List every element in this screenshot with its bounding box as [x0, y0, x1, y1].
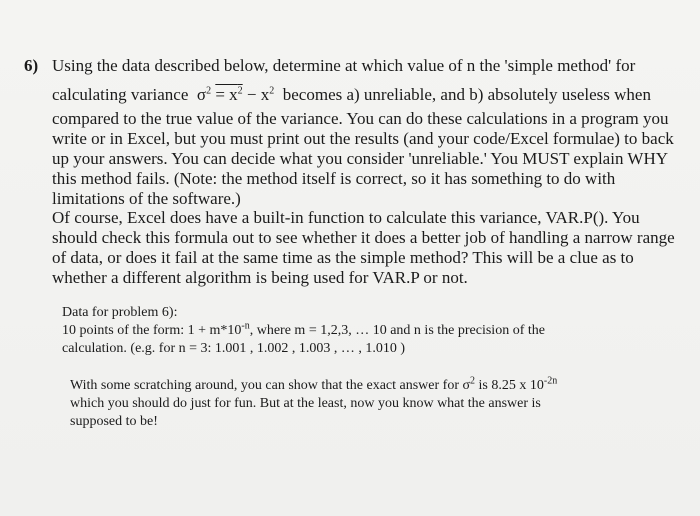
formula-prefix: calculating variance	[52, 85, 189, 104]
problem-line-5: up your answers. You can decide what you consider 'unreliable.' You MUST explain WHY	[52, 149, 668, 168]
data-line-1-a: 10 points of the form: 1 + m*10	[62, 323, 242, 338]
problem-line-8: Of course, Excel does have a built-in function to calculate this variance, VAR.P(). You	[52, 208, 640, 227]
data-line-2: calculation. (e.g. for n = 3: 1.001 , 1.002 , 1.003 , … , 1.010 )	[62, 341, 406, 356]
formula-minus: − x	[246, 85, 270, 104]
problem-line-11: whether a different algorithm is being used for VAR.P or not.	[52, 268, 468, 287]
formula-eq: = x	[215, 85, 238, 104]
formula-sigma: σ	[196, 85, 207, 104]
data-line-1-sup: -n	[241, 320, 250, 332]
formula-mean-x2	[215, 85, 242, 104]
note-line-1	[70, 375, 558, 393]
formula-sup-3: 2	[269, 85, 275, 97]
formula-sup-1: 2	[206, 85, 212, 97]
formula-sup-2: 2	[237, 85, 243, 97]
formula-line	[52, 86, 651, 103]
problem-line-3: compared to the true value of the variance. You can do these calculations in a program you	[52, 109, 669, 128]
problem-line-7: limitations of the software.)	[52, 189, 241, 208]
problem-line-10: of data, or does it fail at the same time as the simple method? This will be a clue as to	[52, 248, 634, 267]
note-sup-2: -2n	[543, 375, 558, 387]
data-heading: Data for problem 6):	[62, 305, 178, 320]
note-line-1-b: is 8.25 x 10	[475, 378, 544, 393]
data-line-1-b: , where m = 1,2,3, … 10 and n is the precision of the	[249, 323, 545, 338]
note-line-2: which you should do just for fun. But at the least, now you know what the answer is	[70, 396, 541, 411]
note-line-1-a: With some scratching around, you can show that the exact answer for σ	[70, 378, 471, 393]
problem-line-6: this method fails. (Note: the method itself is correct, so it has something to do with	[52, 169, 616, 188]
question-number: 6)	[24, 56, 39, 75]
problem-line-9: should check this formula out to see whether it does a better job of handling a narrow range	[52, 228, 675, 247]
problem-line-1: Using the data described below, determine at which value of n the 'simple method' for	[52, 56, 636, 75]
data-line-1	[62, 320, 545, 338]
formula-suffix: becomes a) unreliable, and b) absolutely useless when	[282, 85, 651, 104]
note-line-3: supposed to be!	[70, 414, 158, 429]
note-sup-1: 2	[470, 375, 476, 387]
problem-line-4: write or in Excel, but you must print out the results (and your code/Excel formulae) to back	[52, 129, 674, 148]
